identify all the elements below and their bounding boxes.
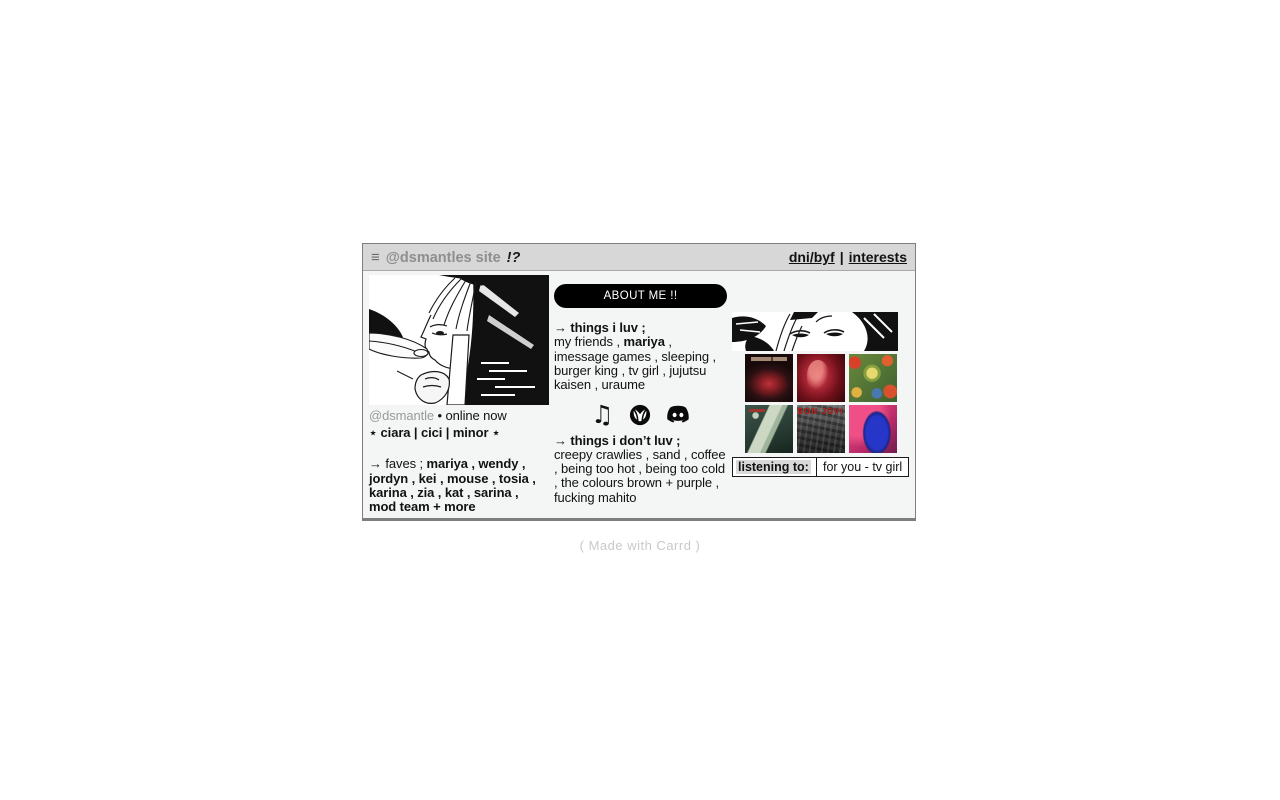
profile-card [362,243,916,521]
site-title: @dsmantles site [385,249,501,266]
bon-jovi-label: BON JOVI [797,407,844,416]
made-with-carrd-footer: ( Made with Carrd ) [579,538,701,553]
about-column [554,284,727,505]
identity-line: ⋆ ciara | cici | minor ⋆ [369,424,500,440]
listening-widget [732,457,909,477]
site-title-group [371,249,520,266]
listening-label-cell [733,458,817,476]
listening-track: for you - tv girl [823,460,903,474]
album-cover-red-couple [797,354,845,402]
nav-link-dni-byf[interactable]: dni/byf [788,249,835,265]
album-cover-green-monochrome [745,405,793,453]
platform-icon-row [554,400,727,430]
album-grid [745,354,897,453]
status-line [369,409,549,423]
music-note-icon: ♫ [591,400,614,429]
album-cover-floral-painting [849,354,897,402]
listening-label: listening to: [738,460,809,474]
things-i-dont-luv-list: creepy crawlies , sand , coffee , being too hot , being too cold , the colours brown + purple , fucking mahito [554,446,726,505]
avatar-manga-image [369,275,549,405]
nav-separator: | [839,249,844,265]
card-header [363,244,915,271]
xbox-icon [629,404,651,426]
faves-list: → faves ; mariya , wendy , jordyn , kei , mouse , tosia , karina , zia , kat , sarina , mod team + more [369,456,536,515]
left-column [369,275,549,515]
online-status: • online now [434,407,507,423]
album-cover-red-figure-dark [745,354,793,402]
card-body [363,271,915,518]
header-nav [789,249,907,265]
things-i-luv-list: my friends , mariya , imessage games , sleeping , burger king , tv girl , jujutsu kaisen , uraume [554,334,717,393]
manga-banner-image [732,312,898,351]
discord-icon [666,405,690,424]
about-me-button[interactable]: ABOUT ME !! [554,284,727,308]
site-title-mark: !? [506,249,521,266]
nav-link-interests[interactable]: interests [848,249,907,265]
things-i-dont-luv-header: → things i don’t luv ; [554,432,681,448]
hamburger-menu-icon: ≡ [371,248,380,266]
right-column [732,312,909,477]
album-cover-pink-blue-figure [849,405,897,453]
things-i-luv-header: → things i luv ; [554,320,646,336]
username: @dsmantle [369,407,435,423]
album-cover-bon-jovi [797,405,845,453]
